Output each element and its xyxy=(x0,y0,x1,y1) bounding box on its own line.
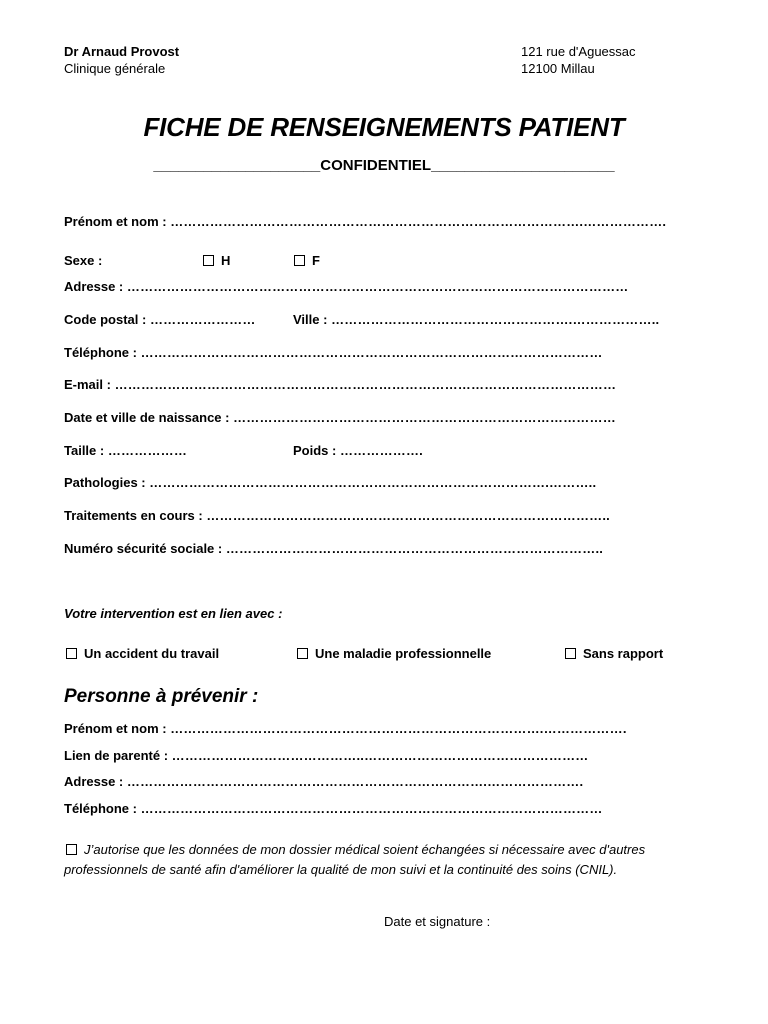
consent-text: J’autorise que les données de mon dossier médical soient échangées si nécessaire avec d'autres professionnels de santé afin d'améliorer la qualité de mon suivi et la continuité des soins (CNIL). xyxy=(64,842,646,877)
field-label: Adresse : xyxy=(64,279,124,294)
fill-line: …………………… xyxy=(149,312,256,327)
checkbox-label: H xyxy=(221,253,231,268)
fill-line: ……………… xyxy=(107,443,188,458)
field-email[interactable] xyxy=(64,377,616,392)
field-label: Prénom et nom : xyxy=(64,721,167,736)
fill-line: ………………. xyxy=(339,443,423,458)
field-weight[interactable] xyxy=(293,443,423,458)
fill-line: ……………………………………………………………………….…………………. xyxy=(126,774,584,789)
fill-line: ……………………………………………………………………………….……….. xyxy=(149,475,597,490)
fill-line: ………………………………………………………………………………….………………. xyxy=(170,214,667,229)
field-contact-phone[interactable] xyxy=(64,801,603,816)
checkbox-icon[interactable] xyxy=(565,648,576,659)
doctor-specialty: Clinique générale xyxy=(64,61,166,76)
checkbox-unrelated[interactable] xyxy=(565,646,663,661)
fill-line: ……………………………………..…………………………………………… xyxy=(171,748,589,763)
confidential-banner: ____________________CONFIDENTIEL______________________ xyxy=(153,157,615,174)
checkbox-sex-h[interactable] xyxy=(203,253,230,268)
field-label: Adresse : xyxy=(64,774,124,789)
fill-line: ………………………………………………………………………….. xyxy=(225,541,604,556)
checkbox-label: Une maladie professionnelle xyxy=(315,646,492,661)
field-label: E-mail : xyxy=(64,377,111,392)
fill-line: …………………………………………………………………………………………………… xyxy=(126,279,629,294)
field-label: Traitements en cours : xyxy=(64,508,203,523)
field-contact-relation[interactable] xyxy=(64,748,588,763)
field-postal-code[interactable] xyxy=(64,312,256,327)
checkbox-sex-f[interactable] xyxy=(294,253,320,268)
fill-line: …………………………………………………………………………………………………… xyxy=(114,377,617,392)
checkbox-work-accident[interactable] xyxy=(66,646,219,661)
field-pathologies[interactable] xyxy=(64,475,596,490)
field-label: Date et ville de naissance : xyxy=(64,410,230,425)
field-label: Numéro sécurité sociale : xyxy=(64,541,223,556)
fill-line: ………………………………………………………………………….………………. xyxy=(170,721,627,736)
fill-line: …………………………………………………………………………………………… xyxy=(140,801,603,816)
field-city[interactable] xyxy=(293,312,659,327)
address-line-1: 121 rue d'Aguessac xyxy=(521,44,636,59)
field-label: Téléphone : xyxy=(64,345,137,360)
field-address[interactable] xyxy=(64,279,628,294)
checkbox-icon[interactable] xyxy=(66,844,77,855)
fill-line: …………………………………………………………………………… xyxy=(233,410,616,425)
checkbox-icon[interactable] xyxy=(294,255,305,266)
fill-line: ……………………………………………….……………….. xyxy=(331,312,660,327)
field-contact-address[interactable] xyxy=(64,774,583,789)
checkbox-icon[interactable] xyxy=(203,255,214,266)
field-birth[interactable] xyxy=(64,410,616,425)
field-height[interactable] xyxy=(64,443,187,458)
signature-label: Date et signature : xyxy=(384,914,491,929)
field-label: Téléphone : xyxy=(64,801,137,816)
address-line-2: 12100 Millau xyxy=(521,61,595,76)
clinic-address xyxy=(521,43,636,77)
checkbox-label: Un accident du travail xyxy=(84,646,220,661)
field-label: Ville : xyxy=(293,312,328,327)
field-label: Poids : xyxy=(293,443,337,458)
field-social-security[interactable] xyxy=(64,541,603,556)
field-phone[interactable] xyxy=(64,345,603,360)
fill-line: ……………………………………………………………………………….. xyxy=(206,508,610,523)
form-title: FICHE DE RENSEIGNEMENTS PATIENT xyxy=(143,112,625,142)
consent-checkbox[interactable] xyxy=(64,840,714,880)
checkbox-label: F xyxy=(312,253,320,268)
field-contact-name[interactable] xyxy=(64,721,627,736)
intervention-question: Votre intervention est en lien avec : xyxy=(64,606,283,621)
checkbox-icon[interactable] xyxy=(66,648,77,659)
emergency-contact-title: Personne à prévenir : xyxy=(64,686,259,707)
checkbox-icon[interactable] xyxy=(297,648,308,659)
field-sex-label: Sexe : xyxy=(64,253,103,268)
field-label: Code postal : xyxy=(64,312,147,327)
field-label: Lien de parenté : xyxy=(64,748,169,763)
fill-line: …………………………………………………………………………………………… xyxy=(140,345,603,360)
field-label: Taille : xyxy=(64,443,105,458)
field-label: Pathologies : xyxy=(64,475,146,490)
field-label: Prénom et nom : xyxy=(64,214,167,229)
field-treatments[interactable] xyxy=(64,508,610,523)
checkbox-label: Sans rapport xyxy=(583,646,664,661)
checkbox-occupational-disease[interactable] xyxy=(297,646,491,661)
doctor-info xyxy=(64,43,179,77)
field-patient-name[interactable] xyxy=(64,214,666,229)
doctor-name: Dr Arnaud Provost xyxy=(64,44,180,59)
